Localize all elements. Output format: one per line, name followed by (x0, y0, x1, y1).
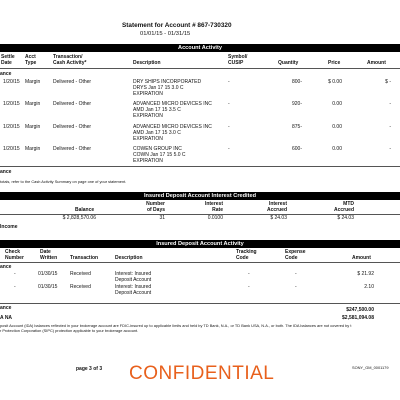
closing-balance-amount: $247,500.00 (346, 307, 374, 313)
row-symbol: - (228, 146, 230, 152)
confidential-stamp: CONFIDENTIAL (129, 363, 275, 384)
row-price: 0.00 (332, 124, 342, 130)
statement-title: Statement for Account # 867-730320 (122, 22, 232, 29)
row-mtd-accrued: $ 24.03 (337, 215, 354, 221)
page-number: page 3 of 3 (76, 366, 103, 372)
row-quantity: 920- (291, 101, 302, 107)
row-date: 01/30/15 (38, 271, 58, 277)
row-transaction: Delivered - Other (53, 101, 92, 107)
account-activity-bar: Account Activity (0, 44, 400, 52)
row-transaction: Received (70, 284, 91, 290)
col-rate: Interest Rate (204, 201, 223, 213)
divider (0, 166, 400, 167)
row-price: 0.00 (332, 101, 342, 107)
ida-disclosure: posit Account (IDA) balances reflected in your brokerage account are FDIC-insured up to applicable limits and held by TD Bank, N.A., or TD Bank USA, N.A., or both. The IDA balances are not covered by t (0, 323, 352, 328)
row-description: ADVANCED MICRO DEVICES INC AMD Jan 17 15 3.5 C EXPIRATION (133, 101, 212, 119)
interest-credited-bar: Insured Deposit Account Interest Credited (0, 192, 400, 200)
section-label: ance (0, 169, 12, 175)
col-expense-code: Expense Code (285, 249, 306, 261)
row-days: 31 (159, 215, 165, 221)
statement-date-range: 01/01/15 - 01/31/15 (140, 31, 191, 37)
row-price: $ 0.00 (328, 79, 342, 85)
row-transaction: Delivered - Other (53, 146, 92, 152)
row-check-number: - (14, 284, 16, 290)
col-balance: Balance (75, 207, 95, 213)
row-price: 0.00 (332, 146, 342, 152)
table-row (0, 124, 400, 148)
row-amount: 2.10 (364, 284, 374, 290)
divider (0, 262, 400, 263)
row-amount: $ - (385, 79, 391, 85)
deposit-activity-bar: Insured Deposit Account Activity (0, 240, 400, 248)
section-label: ance (0, 305, 12, 311)
col-price: Price (328, 60, 341, 66)
table-row (0, 271, 400, 285)
col-transaction: Transaction (70, 255, 99, 261)
row-acct-type: Margin (25, 101, 41, 107)
section-label: ance (0, 71, 12, 77)
col-transaction: Transaction/ Cash Activity* (53, 54, 87, 66)
sipc-disclosure: r Protection Corporation (SIPC) protection applicable to your brokerage account. (0, 328, 139, 333)
row-amount: - (389, 146, 391, 152)
row-interest-accrued: $ 24.03 (270, 215, 287, 221)
row-symbol: - (228, 101, 230, 107)
col-description: Description (133, 60, 161, 66)
row-description: Interest: Insured Deposit Account (115, 284, 152, 296)
row-balance: $ 2,828,570.06 (62, 215, 96, 221)
col-settle: Settle Date (1, 54, 15, 66)
col-description: Description (115, 255, 143, 261)
row-transaction: Received (70, 271, 91, 277)
col-amount: Amount (352, 255, 371, 261)
col-interest-accrued: Interest Accrued (266, 201, 287, 213)
row-rate: 0.0100 (207, 215, 223, 221)
section-label: Income (0, 224, 18, 230)
col-mtd-accrued: MTD Accrued (333, 201, 354, 213)
row-transaction: Delivered - Other (53, 124, 92, 130)
row-quantity: 600- (291, 146, 302, 152)
row-description: DRY SHIPS INCORPORATED DRYS Jan 17 15 3.0 C EXPIRATION (133, 79, 202, 97)
col-check-number: Check Number (5, 249, 24, 261)
bank-na-amount: $2,581,094.08 (342, 315, 374, 321)
row-transaction: Delivered - Other (53, 79, 92, 85)
bank-na-label: A NA (0, 315, 13, 321)
col-days: Number of Days (146, 201, 165, 213)
col-quantity: Quantity (278, 60, 299, 66)
row-symbol: - (228, 79, 230, 85)
row-symbol: - (228, 124, 230, 130)
row-quantity: 875- (291, 124, 302, 130)
section-label: ance (0, 264, 12, 270)
col-tracking-code: Tracking Code (236, 249, 257, 261)
table-row (0, 284, 400, 298)
row-tracking-code: - (248, 271, 250, 277)
row-date: 1/20/15 (3, 101, 20, 107)
row-date: 01/30/15 (38, 284, 58, 290)
row-amount: - (389, 124, 391, 130)
row-amount: - (389, 101, 391, 107)
row-quantity: 800- (291, 79, 302, 85)
cash-activity-footnote: totals, refer to the Cash Activity Summary on page one of your statement. (0, 179, 127, 184)
row-expense-code: - (295, 284, 297, 290)
col-amount: Amount (367, 60, 386, 66)
row-acct-type: Margin (25, 79, 41, 85)
divider (0, 68, 400, 69)
row-amount: $ 21.92 (357, 271, 374, 277)
row-tracking-code: - (248, 284, 250, 290)
col-date-written: Date Written (40, 249, 58, 261)
row-description: COWEN GROUP INC COWN Jan 17 15 5.0 C EXPIRATION (133, 146, 186, 164)
row-description: Interest: Insured Deposit Account (115, 271, 152, 283)
col-symbol: Symbol/ CUSIP (228, 54, 248, 66)
row-acct-type: Margin (25, 146, 41, 152)
row-date: 1/20/15 (3, 124, 20, 130)
row-date: 1/20/15 (3, 146, 20, 152)
row-check-number: - (14, 271, 16, 277)
row-description: ADVANCED MICRO DEVICES INC AMD Jan 17 15 3.0 C EXPIRATION (133, 124, 212, 142)
table-row (0, 101, 400, 125)
table-row (0, 215, 400, 222)
divider (0, 303, 400, 304)
bates-number: SONY_GM_0001179 (352, 365, 389, 370)
row-expense-code: - (295, 271, 297, 277)
row-acct-type: Margin (25, 124, 41, 130)
col-acct-type: Acct Type (25, 54, 37, 66)
row-date: 1/20/15 (3, 79, 20, 85)
table-row (0, 79, 400, 103)
